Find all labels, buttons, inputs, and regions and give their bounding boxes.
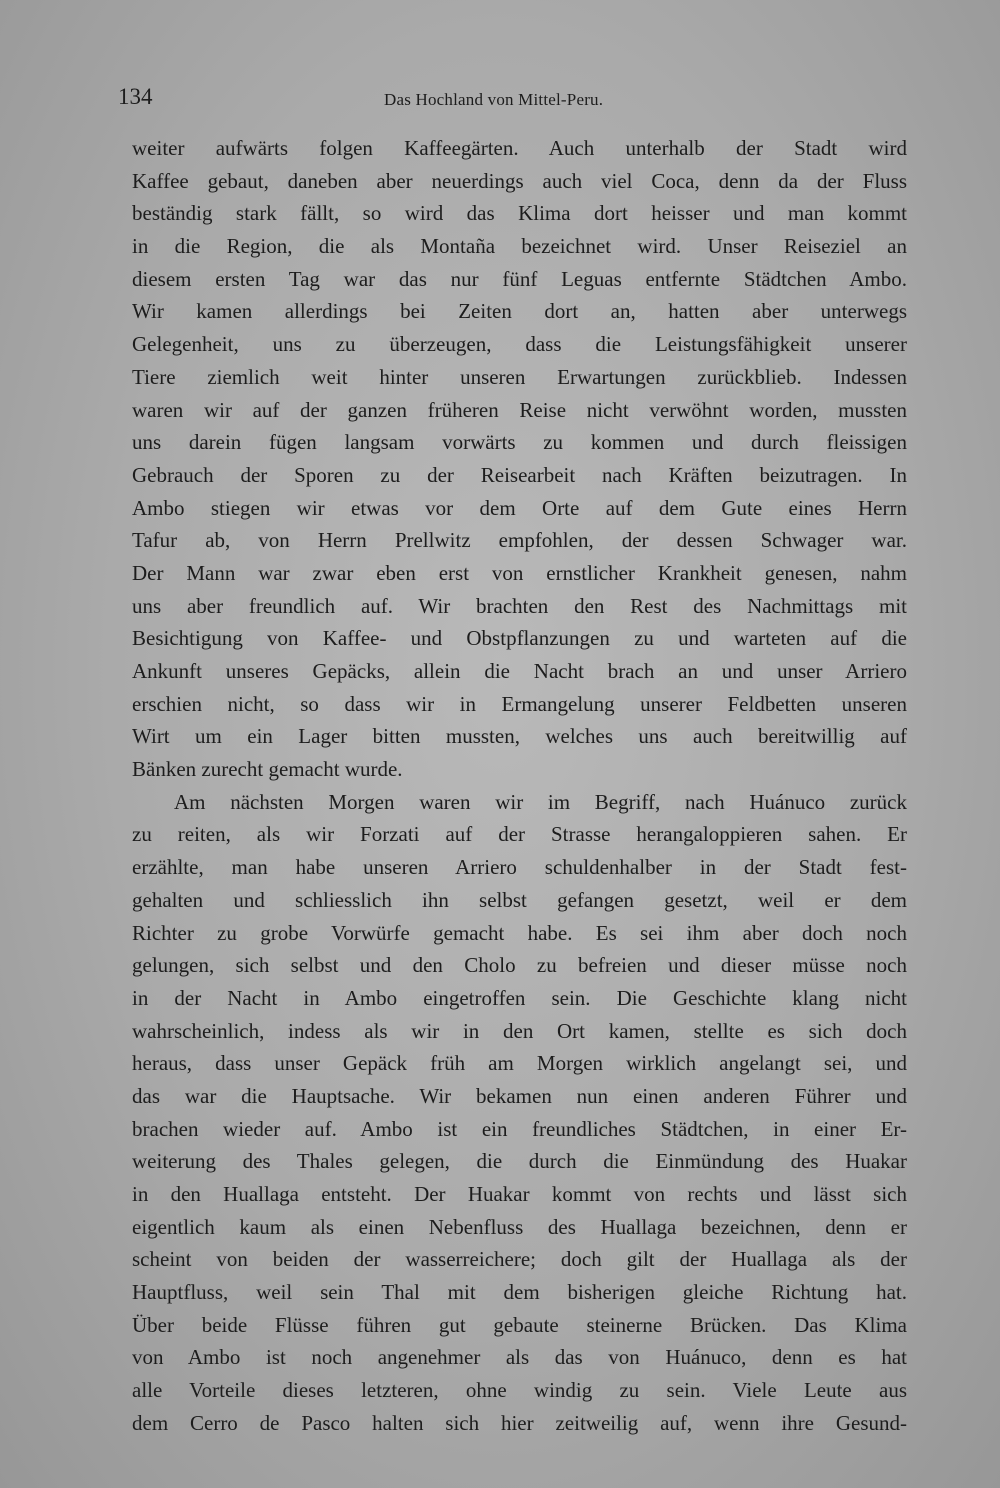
text-line: erschien nicht, so dass wir in Ermangelung unserer Feldbetten unseren	[132, 691, 907, 716]
text-line: Hauptfluss, weil sein Thal mit dem bisherigen gleiche Richtung hat.	[132, 1280, 907, 1305]
text-line: zu reiten, als wir Forzati auf der Strasse herangaloppieren sahen. Er	[132, 822, 907, 847]
text-line: von Ambo ist noch angenehmer als das von Huánuco, denn es hat	[132, 1345, 907, 1370]
text-line: alle Vorteile dieses letzteren, ohne windig zu sein. Viele Leute aus	[132, 1378, 907, 1403]
text-line: erzählte, man habe unseren Arriero schuldenhalber in der Stadt fest-	[132, 855, 907, 880]
text-line: Richter zu grobe Vorwürfe gemacht habe. Es sei ihm aber doch noch	[132, 920, 907, 945]
text-line: in die Region, die als Montaña bezeichnet wird. Unser Reiseziel an	[132, 234, 907, 259]
text-line: weiter aufwärts folgen Kaffeegärten. Auch unterhalb der Stadt wird	[132, 136, 907, 160]
text-line: Ambo stiegen wir etwas vor dem Orte auf dem Gute eines Herrn	[132, 495, 907, 520]
text-line: uns darein fügen langsam vorwärts zu kommen und durch fleissigen	[132, 430, 907, 455]
text-line: Wir kamen allerdings bei Zeiten dort an, hatten aber unterwegs	[132, 299, 907, 324]
text-line: diesem ersten Tag war das nur fünf Leguas entfernte Städtchen Ambo.	[132, 266, 907, 291]
page-header	[118, 80, 678, 120]
text-line: Der Mann war zwar eben erst von ernstlicher Krankheit genesen, nahm	[132, 560, 907, 585]
text-line: Tafur ab, von Herrn Prellwitz empfohlen, der dessen Schwager war.	[132, 528, 907, 553]
text-line: Tiere ziemlich weit hinter unseren Erwartungen zurückblieb. Indessen	[132, 364, 907, 389]
text-line: in den Huallaga entsteht. Der Huakar kommt von rechts und lässt sich	[132, 1182, 907, 1206]
text-line: Bänken zurecht gemacht wurde.	[132, 757, 403, 782]
text-line: Über beide Flüsse führen gut gebaute steinerne Brücken. Das Klima	[132, 1312, 907, 1337]
running-head: Das Hochland von Mittel-Peru.	[384, 90, 604, 109]
body-text	[132, 132, 907, 1435]
text-line: beständig stark fällt, so wird das Klima dort heisser und man kommt	[132, 201, 907, 226]
text-line: in der Nacht in Ambo eingetroffen sein. Die Geschichte klang nicht	[132, 985, 907, 1010]
text-line: wahrscheinlich, indess als wir in den Ort kamen, stellte es sich doch	[132, 1018, 907, 1043]
text-line: scheint von beiden der wasserreichere; doch gilt der Huallaga als der	[132, 1247, 907, 1272]
text-line: gelungen, sich selbst und den Cholo zu befreien und dieser müsse noch	[132, 953, 907, 978]
text-line: Kaffee gebaut, daneben aber neuerdings auch viel Coca, denn da der Fluss	[132, 168, 907, 193]
text-line: Ankunft unseres Gepäcks, allein die Nacht brach an und unser Arriero	[132, 659, 907, 683]
text-line: brachen wieder auf. Ambo ist ein freundliches Städtchen, in einer Er-	[132, 1116, 907, 1141]
text-line: Wirt um ein Lager bitten mussten, welches uns auch bereitwillig auf	[132, 724, 907, 749]
text-line: weiterung des Thales gelegen, die durch die Einmündung des Huakar	[132, 1149, 907, 1174]
text-line: eigentlich kaum als einen Nebenfluss des Huallaga bezeichnen, denn er	[132, 1214, 907, 1239]
text-line: uns aber freundlich auf. Wir brachten den Rest des Nachmittags mit	[132, 593, 907, 618]
text-line: Gelegenheit, uns zu überzeugen, dass die Leistungsfähigkeit unserer	[132, 332, 907, 357]
text-line: waren wir auf der ganzen früheren Reise nicht verwöhnt worden, mussten	[132, 397, 907, 422]
text-line: dem Cerro de Pasco halten sich hier zeitweilig auf, wenn ihre Gesund-	[132, 1410, 907, 1435]
text-line: Gebrauch der Sporen zu der Reisearbeit nach Kräften beizutragen. In	[132, 462, 907, 487]
text-line: gehalten und schliesslich ihn selbst gefangen gesetzt, weil er dem	[132, 887, 907, 912]
page-number: 134	[118, 84, 153, 109]
text-line: heraus, dass unser Gepäck früh am Morgen wirklich angelangt sei, und	[132, 1051, 907, 1076]
text-line: Am nächsten Morgen waren wir im Begriff, nach Huánuco zurück	[174, 789, 907, 814]
text-line: das war die Hauptsache. Wir bekamen nun einen anderen Führer und	[132, 1083, 907, 1108]
text-line: Besichtigung von Kaffee- und Obstpflanzungen zu und warteten auf die	[132, 626, 907, 651]
